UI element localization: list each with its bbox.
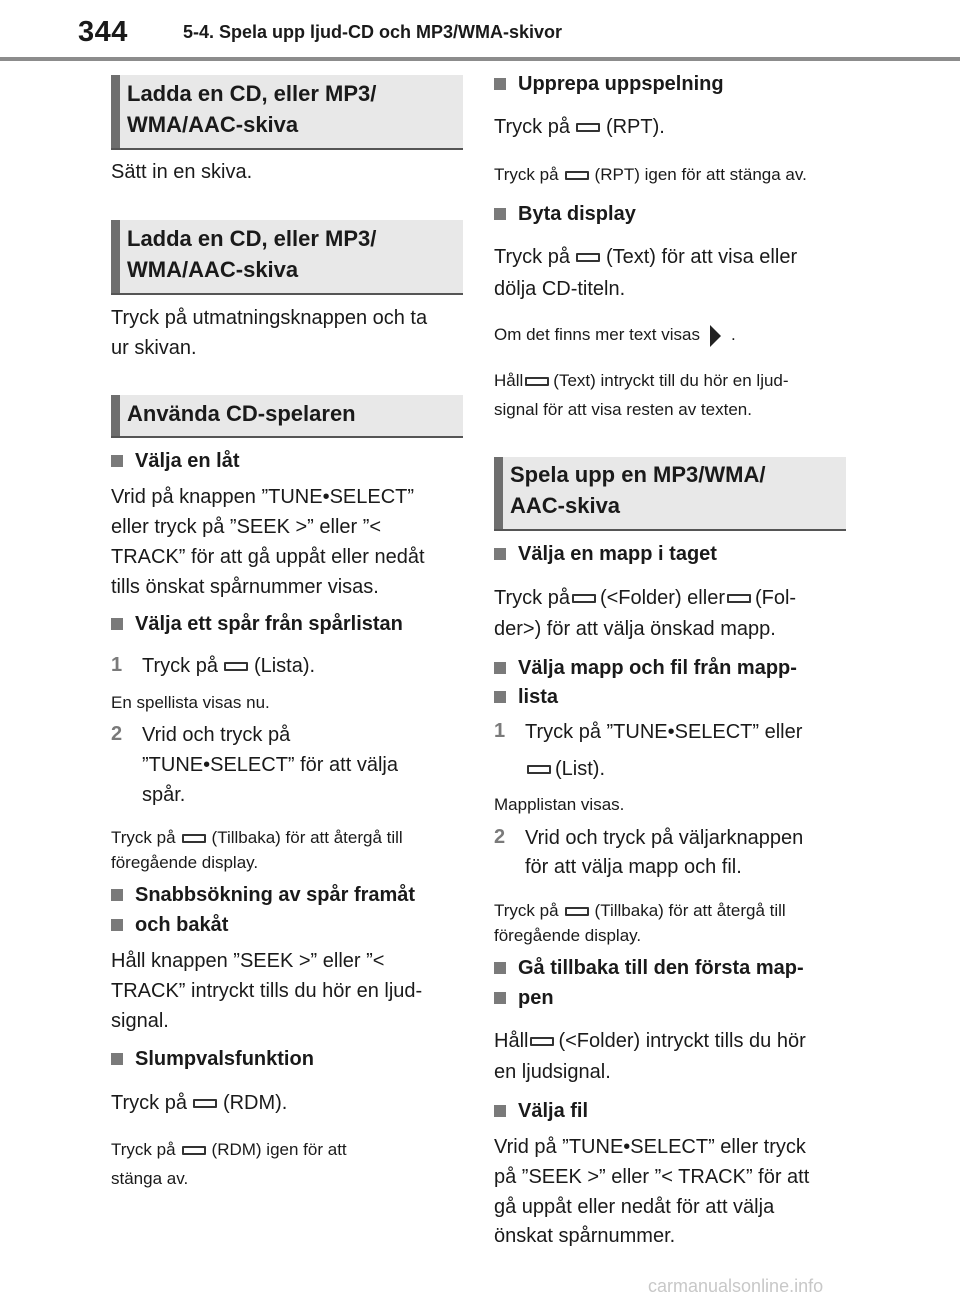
body-text: der>) för att välja önskad mapp. [494,618,776,640]
button-icon [182,834,206,843]
note-text [494,898,786,924]
body-text: Tryck på utmatningsknappen och ta [111,307,428,329]
body-text [494,112,665,142]
step-number: 2 [494,826,506,848]
body-text: önskat spårnummer. [494,1225,676,1247]
section-title: Ladda en CD, eller MP3/ [127,226,377,251]
subheading-first-folder: pen [494,983,554,1013]
subheading-track-list: Välja ett spår från spårlistan [111,609,403,639]
subheading-folder-list: lista [494,682,558,712]
body-text: en ljudsignal. [494,1061,611,1083]
step-text: spår. [142,784,186,806]
note-text [494,368,789,394]
body-text [494,1026,806,1056]
subheading-select-folder: Välja en mapp i taget [494,539,717,569]
button-icon [527,765,551,774]
step-text: för att välja mapp och fil. [525,856,742,878]
note-text: stänga av. [111,1169,189,1188]
section-box-play-mp3 [494,457,846,531]
body-text-part: (<Folder) intryckt tills du hör [558,1030,806,1052]
page-number: 344 [78,16,128,48]
note-text: Mapplistan visas. [494,795,625,814]
body-text-part: Håll [494,1030,529,1052]
step-text-part: (List). [555,758,605,780]
section-box-eject-disc [111,220,463,295]
body-text: Håll knappen ”SEEK >” eller ”< [111,950,385,972]
watermark: carmanualsonline.info [648,1276,824,1296]
body-text-part: Tryck på [111,1092,187,1114]
subheading-change-display: Byta display [494,199,636,229]
note-text-part: (RDM) igen för att [211,1140,347,1159]
note-text: föregående display. [494,926,642,945]
body-text: dölja CD-titeln. [494,278,626,300]
body-text [494,583,796,613]
subheading-repeat: Upprepa uppspelning [494,69,724,99]
note-text: En spellista visas nu. [111,693,270,712]
body-text-part: (<Folder) eller [599,587,725,609]
page-header [0,0,960,60]
step-text [525,754,605,784]
note-text: signal för att visa resten av texten. [494,400,752,419]
subheading-select-file: Välja fil [494,1096,588,1126]
section-title: WMA/AAC-skiva [127,257,299,282]
section-title: Använda CD-spelaren [127,401,356,426]
note-text-part: (Tillbaka) för att återgå till [594,901,786,920]
step-text: ”TUNE•SELECT” för att välja [142,754,398,776]
body-text: Vrid på knappen ”TUNE•SELECT” [111,486,415,508]
body-text: Sätt in en skiva. [111,161,253,183]
body-text: ur skivan. [111,337,197,359]
step-number: 2 [111,723,123,745]
section-title: AAC-skiva [510,493,621,518]
body-text: tills önskat spårnummer visas. [111,576,379,598]
step-text: Vrid och tryck på [142,724,291,746]
body-text-part: Tryck på [494,587,570,609]
body-text [111,1088,287,1118]
body-text: signal. [111,1010,169,1032]
note-text [494,162,807,188]
subheading-fast-search: och bakåt [111,910,228,940]
subheading-random: Slumpvalsfunktion [111,1044,314,1074]
button-icon [525,377,549,386]
note-text-part: (Text) intryckt till du hör en ljud- [553,371,789,390]
body-text-part: Tryck på [494,116,570,138]
subheading-fast-search: Snabbsökning av spår framåt [111,880,415,910]
button-icon [727,594,751,603]
button-icon [565,907,589,916]
header-rule [0,57,960,61]
body-text: eller tryck på ”SEEK >” eller ”< [111,516,382,538]
body-text-part: (RDM). [222,1092,288,1114]
note-text-part: . [730,325,736,344]
section-title: Spela upp en MP3/WMA/ [510,462,766,487]
body-text-part: Tryck på [494,246,570,268]
note-text-part: Tryck på [111,1140,176,1159]
button-icon [193,1099,217,1108]
note-text-part: (Tillbaka) för att återgå till [211,828,403,847]
body-text: TRACK” intryckt tills du hör en ljud- [111,980,423,1002]
body-text: gå uppåt eller nedåt för att välja [494,1196,775,1218]
button-icon [530,1037,554,1046]
body-text-part: (RPT). [605,116,665,138]
step-text [142,651,315,681]
button-icon [224,662,248,671]
body-text: Vrid på ”TUNE•SELECT” eller tryck [494,1136,806,1158]
button-icon [576,253,600,262]
subheading-folder-list: Välja mapp och fil från mapp- [494,653,797,683]
section-box-cd-player [111,395,463,438]
subheading-select-track: Välja en låt [111,446,240,476]
section-title: WMA/AAC-skiva [127,112,299,137]
step-number: 1 [111,654,123,676]
step-text: Vrid och tryck på väljarknappen [525,827,804,849]
note-text: föregående display. [111,853,259,872]
body-text [494,242,797,272]
step-number: 1 [494,720,506,742]
body-text: på ”SEEK >” eller ”< TRACK” för att [494,1166,810,1188]
step-text-part: Tryck på [142,655,218,677]
more-text-arrow-icon [710,325,721,347]
note-text-part: (RPT) igen för att stänga av. [594,165,807,184]
body-text: TRACK” för att gå uppåt eller nedåt [111,546,425,568]
button-icon [182,1146,206,1155]
note-text-part: Tryck på [111,828,176,847]
button-icon [572,594,596,603]
body-text-part: (Text) för att visa eller [605,246,798,268]
note-text-part: Om det finns mer text visas [494,325,700,344]
button-icon [565,171,589,180]
note-text [111,1137,347,1163]
note-text-part: Tryck på [494,165,559,184]
note-text [494,322,736,348]
step-text-part: (Lista). [253,655,316,677]
note-text-part: Tryck på [494,901,559,920]
section-title: Ladda en CD, eller MP3/ [127,81,377,106]
step-text: Tryck på ”TUNE•SELECT” eller [525,721,803,743]
note-text [111,825,403,851]
subheading-first-folder: Gå tillbaka till den första map- [494,953,804,983]
note-text-part: Håll [494,371,524,390]
section-box-load-disc [111,75,463,150]
header-section-title: 5-4. Spela upp ljud-CD och MP3/WMA-skivor [183,22,563,42]
button-icon [576,123,600,132]
body-text-part: (Fol- [754,587,797,609]
